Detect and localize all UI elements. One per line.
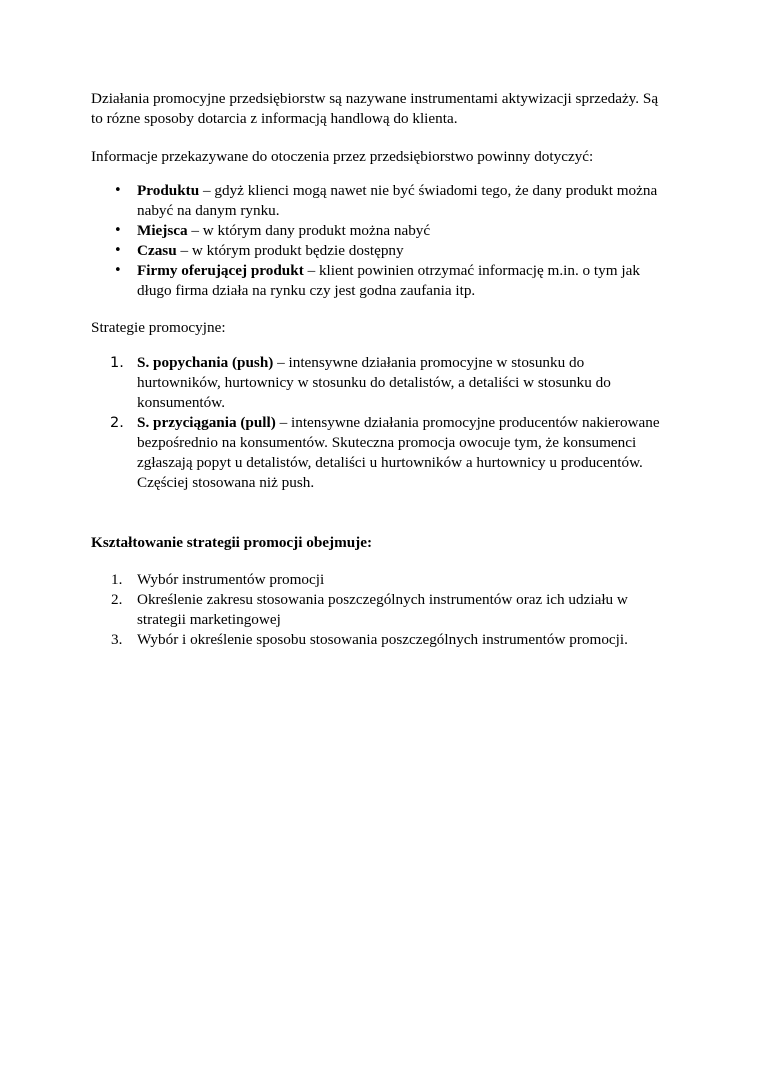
list-number: 1. <box>110 355 124 371</box>
strategies-intro-paragraph: Strategie promocyjne: <box>91 319 226 336</box>
strategy-text: – intensywne działania promocyjne w stosunku do hurtowników, hurtownicy w stosunku do detalistów, a detaliści w stosunku do konsumentów. <box>137 354 611 411</box>
list-number: 2. <box>110 415 124 431</box>
list-item <box>91 221 671 241</box>
bullet-term: Czasu <box>137 242 177 259</box>
list-item <box>91 630 671 650</box>
bullet-symbol: • <box>114 263 122 278</box>
bullet-text: – klient powinien otrzymać informację m.in. o tym jak długo firma działa na rynku czy jest godna zaufania itp. <box>137 262 640 299</box>
steps-list <box>91 570 671 650</box>
info-bullet-list <box>91 181 671 301</box>
section-heading: Kształtowanie strategii promocji obejmuje: <box>91 534 373 551</box>
step-text: Wybór i określenie sposobu stosowania poszczególnych instrumentów promocji. <box>137 631 628 648</box>
list-item <box>91 570 671 590</box>
list-item <box>91 590 671 630</box>
bullet-symbol: • <box>114 243 122 258</box>
bullet-text: – w którym produkt będzie dostępny <box>176 242 404 259</box>
list-item <box>91 241 671 261</box>
list-number: 1. <box>111 571 123 588</box>
list-item <box>91 353 671 413</box>
bullet-term: Produktu <box>137 182 200 199</box>
list-number: 3. <box>111 631 123 648</box>
strategy-text: – intensywne działania promocyjne producentów nakierowane bezpośrednio na konsumentów. Skuteczna promocja owocuje tym, że konsumenci zgłaszają popyt u detalistów, detaliści u hurtowników a hurtownicy u producentów. Częściej stosowana niż push. <box>137 414 660 491</box>
bullet-symbol: • <box>114 183 122 198</box>
intro-paragraph: Działania promocyjne przedsiębiorstw są nazywane instrumentami aktywizacji sprzedaży. Są to rózne sposoby dotarcia z informacją handlową do klienta. <box>91 90 659 127</box>
document-body <box>91 89 671 650</box>
bullet-term: Firmy oferującej produkt <box>137 262 304 279</box>
step-text: Wybór instrumentów promocji <box>137 571 325 588</box>
step-text: Określenie zakresu stosowania poszczególnych instrumentów oraz ich udziału w strategii marketingowej <box>137 591 628 628</box>
list-number: 2. <box>111 591 123 608</box>
strategies-list <box>91 353 671 493</box>
list-item <box>91 181 671 221</box>
bullet-term: Miejsca <box>137 222 188 239</box>
list-item <box>91 413 671 493</box>
bullet-text: – gdyż klienci mogą nawet nie być świadomi tego, że dany produkt można nabyć na danym rynku. <box>137 182 658 219</box>
strategy-term: S. popychania (push) <box>137 354 274 371</box>
bullet-symbol: • <box>114 223 122 238</box>
strategy-term: S. przyciągania (pull) <box>137 414 276 431</box>
list-item <box>91 261 671 301</box>
info-intro-paragraph: Informacje przekazywane do otoczenia przez przedsiębiorstwo powinny dotyczyć: <box>91 148 594 165</box>
bullet-text: – w którym dany produkt można nabyć <box>187 222 431 239</box>
